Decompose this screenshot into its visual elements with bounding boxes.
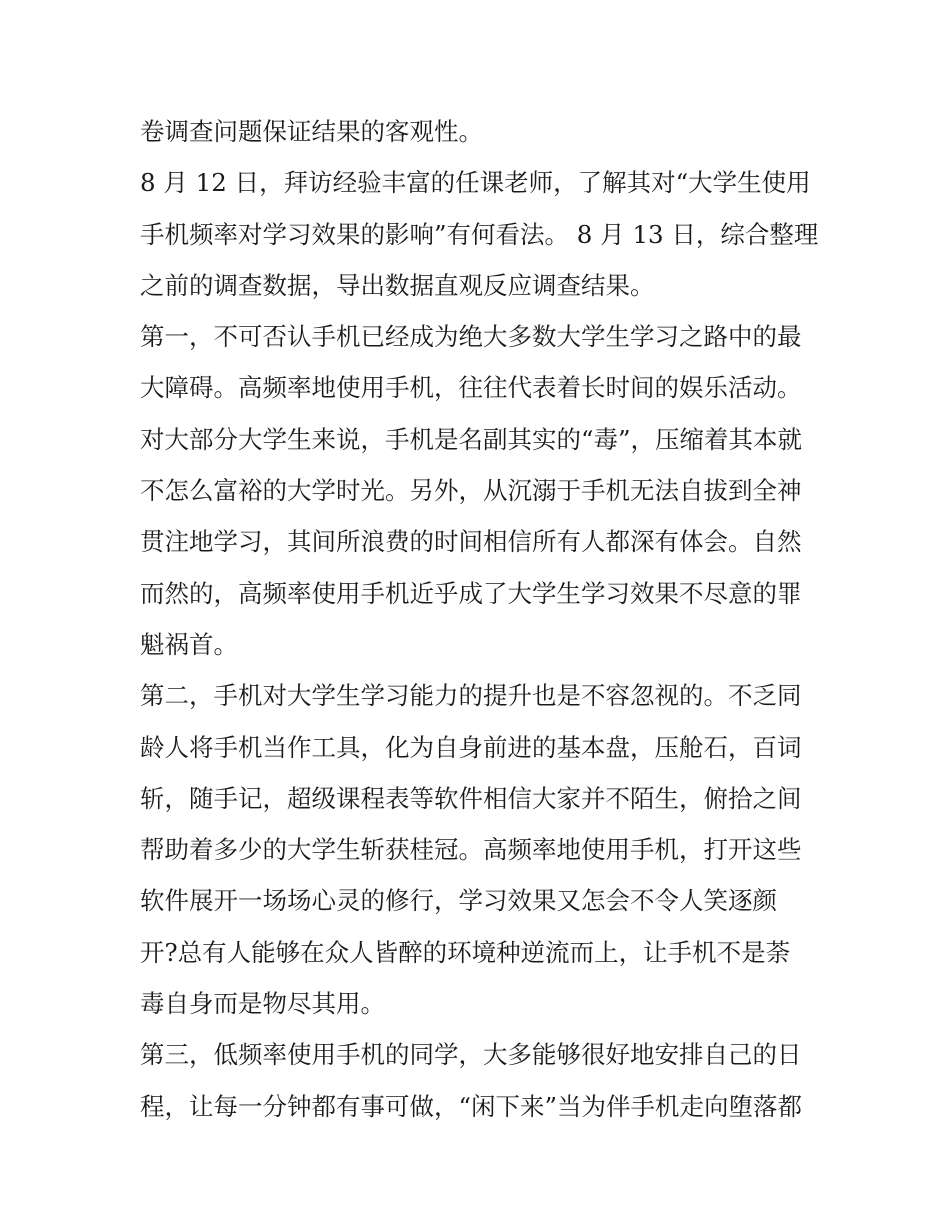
text-line: 不怎么富裕的大学时光。另外，从沉溺于手机无法自拔到全神 xyxy=(140,476,802,506)
text-line: 而然的，高频率使用手机近乎成了大学生学习效果不尽意的罪 xyxy=(140,578,802,608)
text-line: 第一，不可否认手机已经成为绝大多数大学生学习之路中的最 xyxy=(140,322,802,352)
paragraph xyxy=(140,311,830,670)
text-line: 大障碍。高频率地使用手机，往往代表着长时间的娱乐活动。 xyxy=(140,373,802,403)
text-line: 8 月 12 日，拜访经验丰富的任课老师，了解其对“大学生使用 xyxy=(140,168,811,198)
text-line: 贯注地学习，其间所浪费的时间相信所有人都深有体会。自然 xyxy=(140,527,802,557)
text-line: 之前的调查数据，导出数据直观反应调查结果。 xyxy=(140,270,655,300)
text-line: 卷调查问题保证结果的客观性。 xyxy=(140,117,483,146)
text-line: 魁祸首。 xyxy=(140,629,238,659)
paragraph xyxy=(140,106,830,157)
text-line: 手机频率对学习效果的影响”有何看法。 8 月 13 日，综合整理 xyxy=(140,219,819,249)
text-line: 毒自身而是物尽其用。 xyxy=(140,989,385,1019)
paragraph xyxy=(140,157,830,311)
text-line: 程，让每一分钟都有事可做，“闲下来”当为伴手机走向堕落都 xyxy=(140,1091,803,1121)
text-line: 对大部分大学生来说，手机是名副其实的“毒”，压缩着其本就 xyxy=(140,424,803,454)
text-line: 第二，手机对大学生学习能力的提升也是不容忽视的。不乏同 xyxy=(140,681,802,711)
paragraph xyxy=(140,670,830,1029)
paragraph xyxy=(140,1029,830,1132)
document-body xyxy=(140,106,830,1132)
text-line: 开?总有人能够在众人皆醉的环境种逆流而上，让手机不是荼 xyxy=(140,937,791,967)
text-line: 斩，随手记，超级课程表等软件相信大家并不陌生，俯拾之间 xyxy=(140,783,802,813)
text-line: 帮助着多少的大学生斩获桂冠。高频率地使用手机，打开这些 xyxy=(140,835,802,865)
text-line: 龄人将手机当作工具，化为自身前进的基本盘，压舱石，百词 xyxy=(140,732,802,762)
text-line: 第三，低频率使用手机的同学，大多能够很好地安排自己的日 xyxy=(140,1040,802,1070)
text-line: 软件展开一场场心灵的修行，学习效果又怎会不令人笑逐颜 xyxy=(140,886,777,916)
